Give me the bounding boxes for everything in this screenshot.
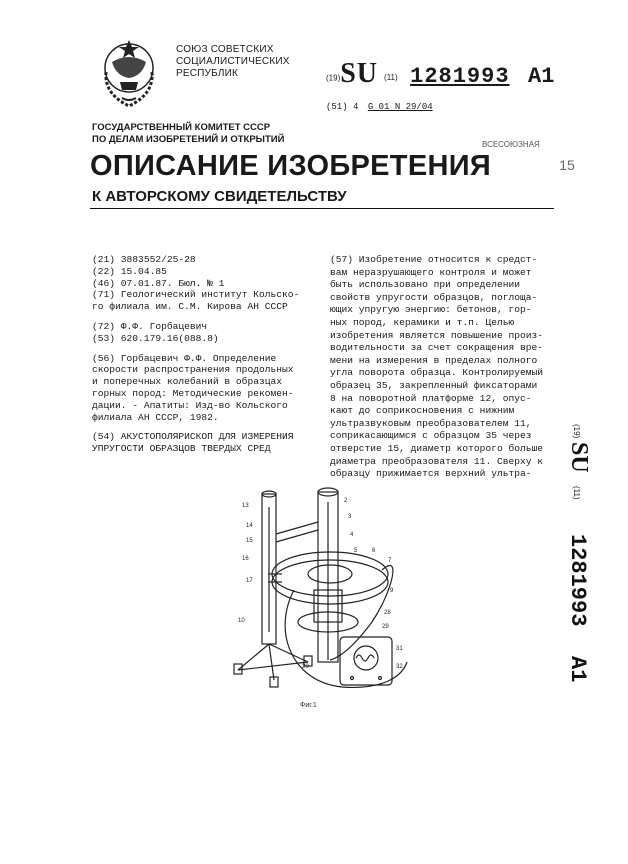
abstract-line: 8 на поворотной платформе 12, опус- <box>330 392 532 404</box>
svg-text:31: 31 <box>396 646 403 652</box>
svg-text:13: 13 <box>242 503 249 509</box>
biblio-row: горных пород: Методические рекомен- <box>92 387 294 399</box>
side-country: SU <box>566 442 592 473</box>
biblio-row: го филиала им. С.М. Кирова АН СССР <box>92 301 288 313</box>
org-line-1: СОЮЗ СОВЕТСКИХ <box>176 44 274 55</box>
biblio-row: (46) 07.01.87. Бюл. № 1 <box>92 277 225 289</box>
svg-text:28: 28 <box>384 610 391 616</box>
abstract-line: образец 35, закрепленный фиксаторами <box>330 379 538 391</box>
biblio-row: скорости распространения продольных <box>92 364 294 376</box>
country-code: SU <box>340 58 379 89</box>
biblio-row: филиала АН СССР, 1982. <box>92 411 219 423</box>
committee-name <box>92 122 284 146</box>
abstract-line: изобретения является повышение произ- <box>330 329 544 341</box>
svg-text:14: 14 <box>246 523 253 529</box>
library-stamp: ВСЕСОЮЗНАЯ <box>482 140 540 149</box>
svg-text:9: 9 <box>390 588 394 594</box>
biblio-row: (72) Ф.Ф. Горбацевич <box>92 320 208 332</box>
ipc-class: G 01 N 29/04 <box>367 102 433 112</box>
org-line-3: РЕСПУБЛИК <box>176 68 239 79</box>
code-11: (11) <box>384 73 398 83</box>
svg-text:16: 16 <box>242 556 249 562</box>
abstract <box>330 254 554 481</box>
abstract-line: ных пород, керамики и т.п. Целью <box>330 316 515 328</box>
biblio-row: (71) Геологический институт Кольско- <box>92 289 300 301</box>
ipc-classification <box>326 102 433 112</box>
invention-title: (54) АКУСТОПОЛЯРИСКОП ДЛЯ ИЗМЕРЕНИЯ <box>92 431 294 443</box>
committee-line-1: ГОСУДАРСТВЕННЫЙ КОМИТЕТ СССР <box>92 122 271 133</box>
side-kind: A1 <box>565 656 590 683</box>
org-line-2: СОЦИАЛИСТИЧЕСКИХ <box>176 56 290 67</box>
svg-text:6: 6 <box>372 548 376 554</box>
abstract-line: соприкасающимся с образцом 35 через <box>330 430 532 442</box>
stamp-number: 15 <box>559 157 575 173</box>
ussr-emblem-icon <box>92 32 166 112</box>
abstract-line: водительности за счет сокращения вре- <box>330 342 544 354</box>
technical-drawing <box>232 482 522 707</box>
abstract-line: быть использовано при определении <box>330 279 520 291</box>
svg-text:15: 15 <box>246 538 253 544</box>
svg-text:32: 32 <box>396 664 403 670</box>
svg-text:7: 7 <box>388 558 392 564</box>
publication-number <box>326 58 554 90</box>
abstract-line: (57) Изобретение относится к средст- <box>330 254 538 265</box>
biblio-row: и поперечных колебаний в образцах <box>92 376 282 388</box>
svg-text:3: 3 <box>348 514 352 520</box>
side-patent-label <box>552 420 592 700</box>
abstract-line: мени на измерения в пределах полного <box>330 354 538 366</box>
abstract-line: ультразвуковым преобразователем 11, <box>330 417 532 429</box>
committee-line-2: ПО ДЕЛАМ ИЗОБРЕТЕНИЙ И ОТКРЫТИЙ <box>92 134 285 145</box>
abstract-line: ющих упругую энергию: бетонов, гор- <box>330 304 532 316</box>
page-subtitle: К АВТОРСКОМУ СВИДЕТЕЛЬСТВУ <box>92 188 347 205</box>
side-code-11: (11) <box>572 486 581 500</box>
side-number: 1281993 <box>565 534 590 627</box>
page-title: ОПИСАНИЕ ИЗОБРЕТЕНИЯ <box>90 150 491 182</box>
side-code-19: (19) <box>572 424 581 439</box>
abstract-line: отверстие 15, диаметр которого больше <box>330 442 544 454</box>
abstract-line: вам неразрушающего контроля и может <box>330 266 532 278</box>
svg-text:17: 17 <box>246 578 253 584</box>
biblio-row: (56) Горбацевич Ф.Ф. Определение <box>92 352 277 364</box>
org-name <box>176 44 290 80</box>
biblio-row: (53) 620.179.16(088.8) <box>92 332 219 344</box>
biblio-row: (21) 3883552/25-28 <box>92 254 196 265</box>
figure-caption: Фиг.1 <box>300 702 317 709</box>
bibliographic-data <box>92 254 322 455</box>
svg-text:4: 4 <box>350 532 354 538</box>
biblio-row: (22) 15.04.85 <box>92 265 167 277</box>
ipc-code: (51) 4 <box>326 102 359 112</box>
abstract-line: кают до соприкосновения с нижним <box>330 405 515 417</box>
abstract-line: образцу прижимается верхний ультра- <box>330 468 532 480</box>
svg-text:5: 5 <box>354 548 358 554</box>
abstract-line: свойств упругости образцов, поглоща- <box>330 291 538 303</box>
code-19: (19) <box>326 73 341 83</box>
kind-code: A1 <box>528 64 555 89</box>
divider <box>90 208 554 209</box>
abstract-line: угла поворота образца. Контролируемый <box>330 367 544 379</box>
svg-text:2: 2 <box>344 498 348 504</box>
biblio-row: дации. - Апатиты: Изд-во Кольского <box>92 399 288 411</box>
svg-text:20: 20 <box>302 664 309 670</box>
svg-text:10: 10 <box>238 618 245 624</box>
svg-text:29: 29 <box>382 624 389 630</box>
invention-title: УПРУГОСТИ ОБРАЗЦОВ ТВЕРДЫХ СРЕД <box>92 443 271 455</box>
patent-number: 1281993 <box>410 64 510 89</box>
abstract-line: диаметра преобразователя 11. Сверху к <box>330 455 544 467</box>
